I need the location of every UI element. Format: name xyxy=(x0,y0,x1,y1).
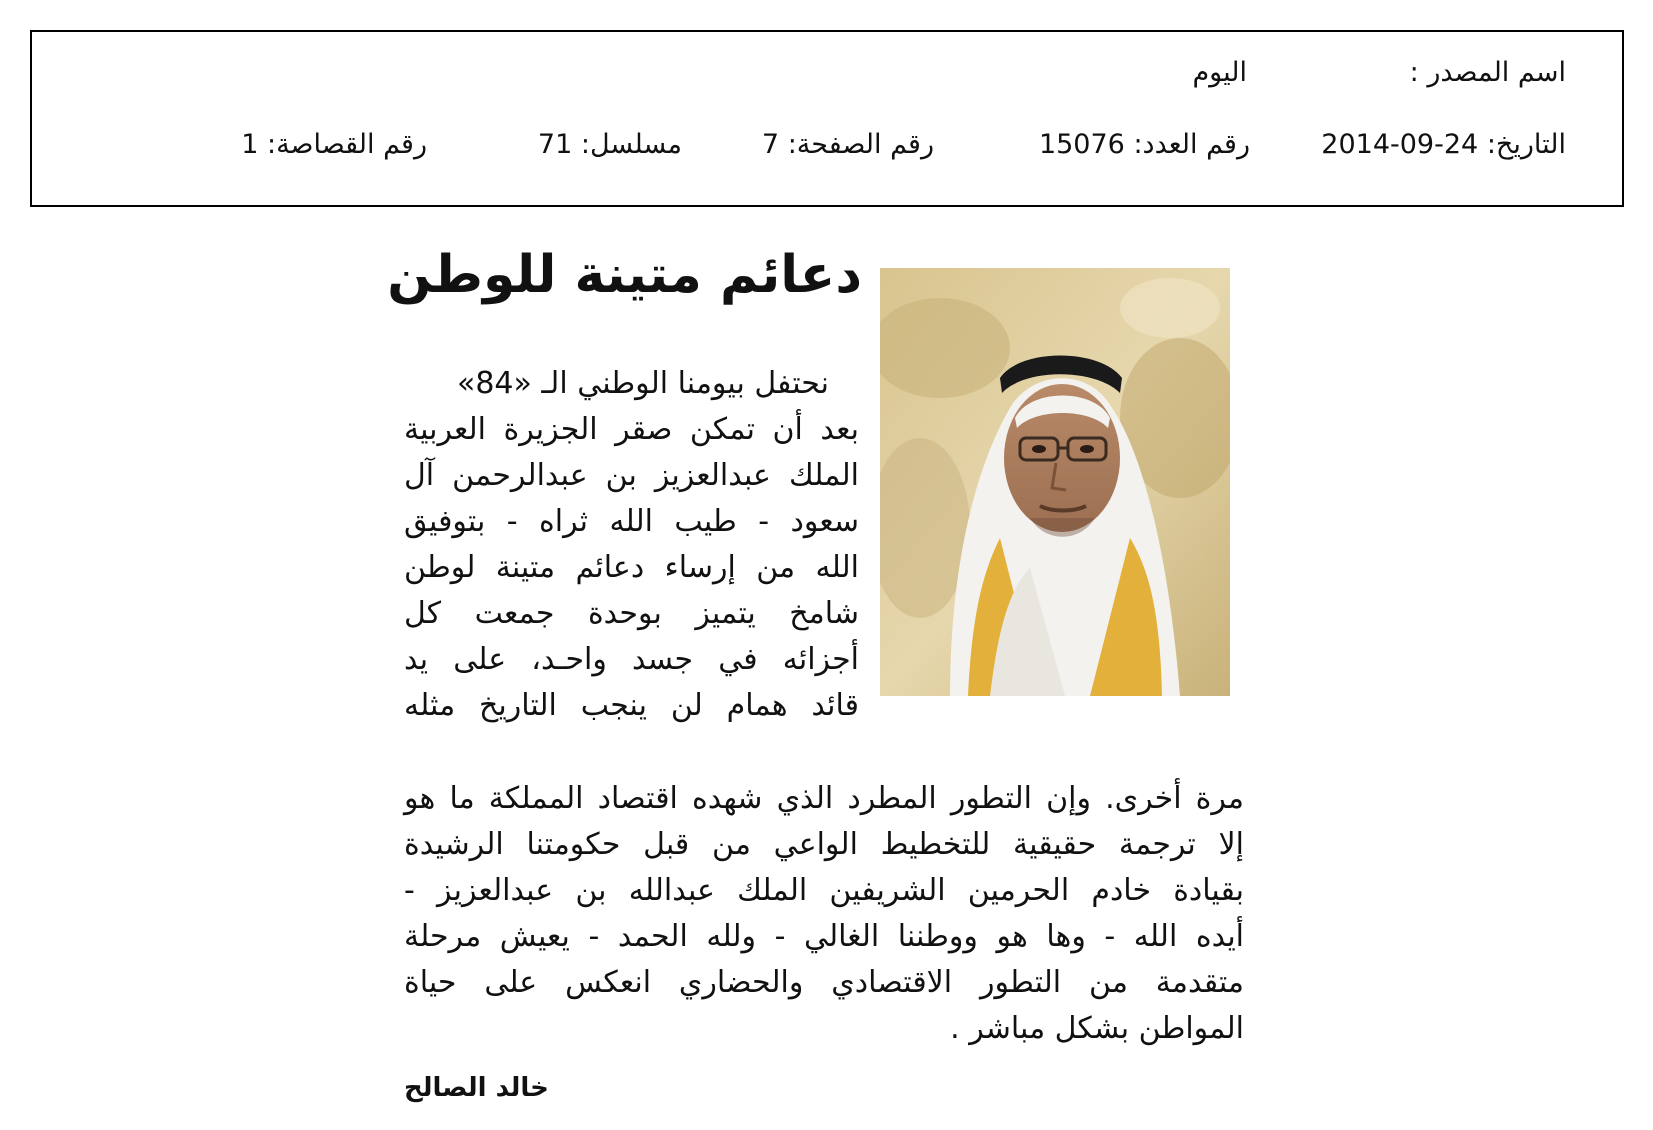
article-line: إلا ترجمة حقيقية للتخطيط الواعي من قبل حكومتنا الرشيدة xyxy=(404,827,1244,862)
article-line: بعد أن تمكن صقر الجزيرة العربية xyxy=(404,412,859,447)
article-body-column-narrow xyxy=(404,361,859,729)
article-line: الله من إرساء دعائم متينة لوطن xyxy=(404,550,859,585)
date-field xyxy=(1321,128,1566,162)
clip-number-field xyxy=(241,128,427,162)
article-line: قائد همام لن ينجب التاريخ مثله xyxy=(404,688,859,723)
page-number-field xyxy=(762,128,934,162)
article-line: أيده الله - وها هو ووطننا الغالي - ولله الحمد - يعيش مرحلة xyxy=(404,919,1244,954)
source-label: اسم المصدر : xyxy=(1409,57,1566,88)
date-label: التاريخ: xyxy=(1486,129,1566,160)
page-number-label: رقم الصفحة: xyxy=(787,129,934,160)
author-portrait-photo xyxy=(880,268,1230,696)
source-value: اليوم xyxy=(1192,57,1247,88)
article-line: بقيادة خادم الحرمين الشريفين الملك عبدالله بن عبدالعزيز - xyxy=(404,873,1244,908)
date-value: 2014-09-24 xyxy=(1321,129,1479,160)
issue-number-value: 15076 xyxy=(1038,129,1125,160)
page-number-value: 7 xyxy=(761,129,780,160)
serial-value: 71 xyxy=(537,129,573,160)
article-headline: دعائم متينة للوطن xyxy=(387,245,862,305)
article-body-column-wide xyxy=(404,776,1244,1052)
serial-label: مسلسل: xyxy=(580,129,682,160)
article-line: سعود - طيب الله ثراه - بتوفيق xyxy=(404,504,859,539)
issue-number-label: رقم العدد: xyxy=(1133,129,1250,160)
clipping-metadata-box xyxy=(30,30,1624,207)
issue-number-field xyxy=(1039,128,1250,162)
article-line: مرة أخرى. وإن التطور المطرد الذي شهده اقتصاد المملكة ما هو xyxy=(404,781,1244,816)
article-line: الملك عبدالعزيز بن عبدالرحمن آل xyxy=(404,458,859,493)
article-line: أجزائه في جسد واحـد، على يد xyxy=(404,642,859,677)
article-line: المواطن بشكل مباشر . xyxy=(950,1011,1244,1046)
serial-field xyxy=(538,128,682,162)
clip-number-label: رقم القصاصة: xyxy=(266,129,427,160)
article-author: خالد الصالح xyxy=(404,1073,549,1103)
clip-number-value: 1 xyxy=(241,129,259,160)
article-line: متقدمة من التطور الاقتصادي والحضاري انعكس على حياة xyxy=(404,965,1244,1000)
article-line: شامخ يتميز بوحدة جمعت كل xyxy=(404,596,859,631)
article-line: نحتفل بيومنا الوطني الـ «84» xyxy=(456,366,829,401)
